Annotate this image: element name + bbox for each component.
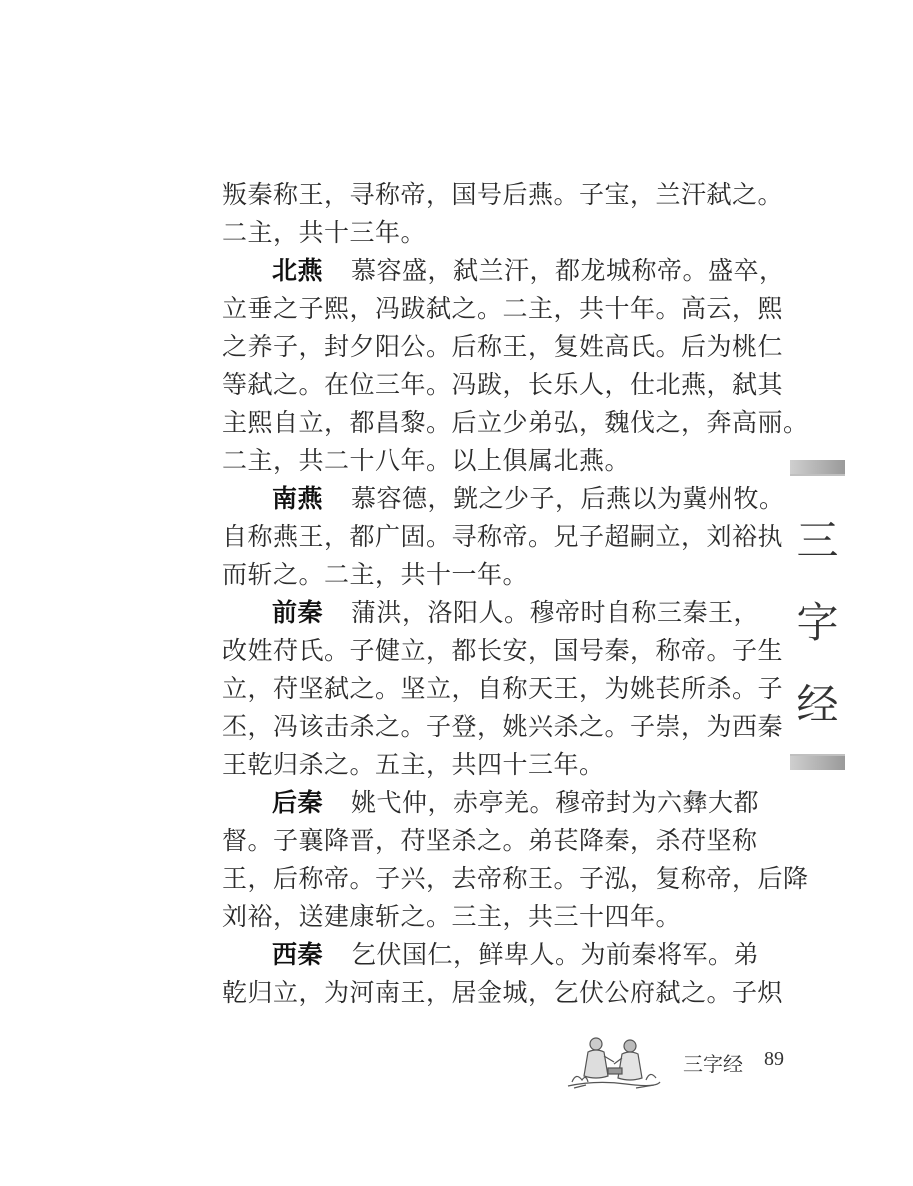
text-line: 督。子襄降晋，苻坚杀之。弟苌降秦，杀苻坚称 bbox=[222, 826, 758, 855]
text-line: 王乾归杀之。五主，共四十三年。 bbox=[222, 750, 605, 779]
body-text bbox=[222, 176, 809, 1012]
section-heading: 前秦 bbox=[272, 598, 324, 627]
page-number: 89 bbox=[764, 1048, 784, 1070]
text-line: 乾归立，为河南王，居金城，乞伏公府弑之。子炽 bbox=[222, 978, 784, 1007]
running-footer-title: 三字经 bbox=[683, 1052, 743, 1076]
book-title-side-tab bbox=[790, 460, 845, 770]
section-line: 北燕 慕容盛，弑兰汗，都龙城称帝。盛卒， bbox=[272, 256, 785, 285]
section-line: 西秦 乞伏国仁，鲜卑人。为前秦将军。弟 bbox=[272, 940, 760, 969]
text-line: 丕，冯该击杀之。子登，姚兴杀之。子崇，为西秦 bbox=[222, 712, 784, 741]
section-heading: 后秦 bbox=[272, 788, 324, 817]
text-line: 而斩之。二主，共十一年。 bbox=[222, 560, 529, 589]
section-heading: 北燕 bbox=[272, 256, 324, 285]
section-heading: 南燕 bbox=[272, 484, 324, 513]
text-line: 立垂之子熙，冯跋弑之。二主，共十年。高云，熙 bbox=[222, 294, 784, 323]
tab-top-bar bbox=[790, 460, 845, 476]
section-line: 南燕 慕容德，皝之少子，后燕以为冀州牧。 bbox=[272, 484, 785, 513]
two-scholars-illustration-icon bbox=[566, 1028, 662, 1090]
text-line: 改姓苻氏。子健立，都长安，国号秦，称帝。子生 bbox=[222, 636, 784, 665]
text-line: 刘裕，送建康斩之。三主，共三十四年。 bbox=[222, 902, 682, 931]
section-line: 前秦 蒲洪，洛阳人。穆帝时自称三秦王， bbox=[272, 598, 760, 627]
text-line: 王，后称帝。子兴，去帝称王。子泓，复称帝，后降 bbox=[222, 864, 809, 893]
side-tab-title: 三 字 经 bbox=[796, 516, 839, 729]
tab-bottom-bar bbox=[790, 754, 845, 770]
text-line: 等弑之。在位三年。冯跋，长乐人，仕北燕，弑其 bbox=[222, 370, 784, 399]
text-line: 主熙自立，都昌黎。后立少弟弘，魏伐之，奔高丽。 bbox=[222, 408, 809, 437]
text-line: 叛秦称王，寻称帝，国号后燕。子宝，兰汗弑之。 bbox=[222, 180, 784, 209]
text-line: 二主，共十三年。 bbox=[222, 218, 427, 247]
text-line: 二主，共二十八年。以上俱属北燕。 bbox=[222, 446, 631, 475]
section-line: 后秦 姚弋仲，赤亭羌。穆帝封为六彝大都 bbox=[272, 788, 760, 817]
text-line: 自称燕王，都广固。寻称帝。兄子超嗣立，刘裕执 bbox=[222, 522, 784, 551]
text-line: 之养子，封夕阳公。后称王，复姓高氏。后为桃仁 bbox=[222, 332, 784, 361]
text-line: 立，苻坚弑之。坚立，自称天王，为姚苌所杀。子 bbox=[222, 674, 784, 703]
section-heading: 西秦 bbox=[272, 940, 324, 969]
